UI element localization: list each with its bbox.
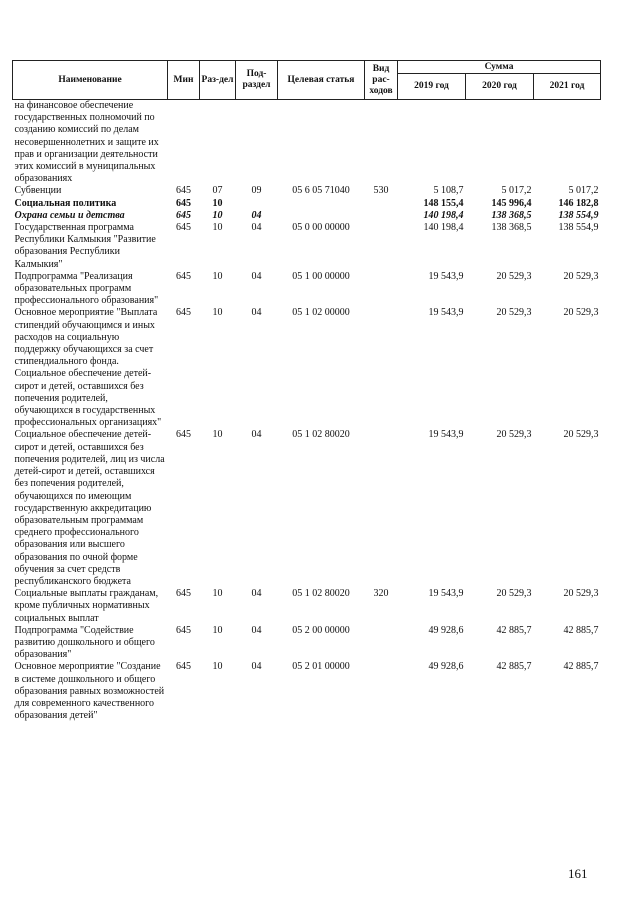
cell-2021: 138 554,9 xyxy=(558,209,599,221)
cell-target: 05 0 00 00000 xyxy=(292,222,350,234)
header-summa: Сумма xyxy=(398,61,601,74)
cell-vid xyxy=(365,429,398,588)
cell-2020: 20 529,3 xyxy=(496,429,532,441)
cell-2020: 145 996,4 xyxy=(491,197,532,209)
table-row xyxy=(13,222,601,271)
cell-target: 05 2 01 00000 xyxy=(292,661,350,673)
cell-2020: 42 885,7 xyxy=(496,661,532,673)
table-body xyxy=(13,100,601,723)
table-row xyxy=(13,625,601,662)
cell-vid xyxy=(365,210,398,222)
cell-2020: 5 017,2 xyxy=(501,185,532,197)
cell-min: 645 xyxy=(176,185,191,197)
cell-podrazdel: 04 xyxy=(251,588,262,600)
table-row xyxy=(13,307,601,429)
header-podrazdel: Под-раздел xyxy=(236,61,278,100)
cell-vid xyxy=(365,625,398,662)
cell-razdel: 07 xyxy=(212,185,223,197)
cell-podrazdel: 04 xyxy=(251,222,262,234)
cell-vid: 320 xyxy=(373,588,389,600)
cell-podrazdel: 04 xyxy=(251,307,262,319)
cell-razdel: 10 xyxy=(212,270,223,282)
cell-min: 645 xyxy=(176,209,191,221)
cell-razdel: 10 xyxy=(212,209,223,221)
cell-vid xyxy=(365,661,398,722)
cell-min: 645 xyxy=(176,307,191,319)
cell-2019: 140 198,4 xyxy=(423,222,464,234)
cell-podrazdel: 04 xyxy=(251,661,262,673)
cell-2021: 5 017,2 xyxy=(568,185,599,197)
cell-razdel: 10 xyxy=(212,661,223,673)
cell-target xyxy=(278,210,365,222)
cell-min: 645 xyxy=(176,197,191,209)
cell-razdel: 10 xyxy=(212,197,223,209)
cell-razdel xyxy=(200,100,236,186)
cell-2019: 49 928,6 xyxy=(428,624,464,636)
cell-name: Основное мероприятие "Выплата стипендий обучающимся и иных расходов на социальную поддержку обучающихся за счет стипендиального фонда. Социальное обеспечение детей-сирот и детей, оставшихся без попечения родителей, обучающихся в государственных профессиональных организациях" xyxy=(14,307,162,429)
cell-vid xyxy=(365,307,398,429)
cell-vid: 530 xyxy=(373,185,389,197)
cell-2021: 20 529,3 xyxy=(563,429,599,441)
cell-target: 05 1 02 00000 xyxy=(292,307,350,319)
cell-2021: 20 529,3 xyxy=(563,307,599,319)
cell-2019: 19 543,9 xyxy=(428,588,464,600)
table-row xyxy=(13,661,601,722)
cell-2020: 20 529,3 xyxy=(496,588,532,600)
cell-podrazdel: 09 xyxy=(251,185,262,197)
cell-target: 05 1 00 00000 xyxy=(292,270,350,282)
cell-podrazdel: 04 xyxy=(251,429,262,441)
cell-podrazdel: 04 xyxy=(251,270,262,282)
cell-target: 05 1 02 80020 xyxy=(292,429,350,441)
cell-2020: 42 885,7 xyxy=(496,624,532,636)
cell-2021: 146 182,8 xyxy=(558,197,599,209)
cell-2019: 5 108,7 xyxy=(433,185,464,197)
table-row xyxy=(13,429,601,588)
cell-razdel: 10 xyxy=(212,429,223,441)
cell-2020 xyxy=(466,100,534,186)
cell-target: 05 2 00 00000 xyxy=(292,624,350,636)
header-2021: 2021 год xyxy=(534,74,601,100)
header-2019: 2019 год xyxy=(398,74,466,100)
cell-target: 05 6 05 71040 xyxy=(292,185,350,197)
cell-2021: 20 529,3 xyxy=(563,270,599,282)
cell-2020: 138 368,5 xyxy=(491,222,532,234)
table-row xyxy=(13,271,601,308)
cell-min: 645 xyxy=(176,222,191,234)
header-2020: 2020 год xyxy=(466,74,534,100)
cell-2019: 148 155,4 xyxy=(423,197,464,209)
cell-2019: 140 198,4 xyxy=(423,209,464,221)
cell-razdel: 10 xyxy=(212,307,223,319)
cell-2021: 42 885,7 xyxy=(563,661,599,673)
cell-razdel: 10 xyxy=(212,222,223,234)
cell-2020: 20 529,3 xyxy=(496,307,532,319)
cell-name: Социальные выплаты гражданам, кроме публичных нормативных социальных выплат xyxy=(14,588,159,624)
cell-razdel: 10 xyxy=(212,624,223,636)
cell-2019: 19 543,9 xyxy=(428,307,464,319)
cell-vid xyxy=(365,100,398,186)
cell-name: Охрана семьи и детства xyxy=(14,209,125,221)
cell-min: 645 xyxy=(176,429,191,441)
cell-2019: 19 543,9 xyxy=(428,429,464,441)
cell-razdel: 10 xyxy=(212,588,223,600)
cell-podrazdel: 04 xyxy=(251,209,262,221)
cell-target: 05 1 02 80020 xyxy=(292,588,350,600)
cell-podrazdel: 04 xyxy=(251,624,262,636)
table-row xyxy=(13,210,601,222)
header-vid: Вид рас-ходов xyxy=(365,61,398,100)
cell-vid xyxy=(365,222,398,271)
cell-2021: 42 885,7 xyxy=(563,624,599,636)
table-row xyxy=(13,185,601,197)
cell-2020: 138 368,5 xyxy=(491,209,532,221)
cell-name: Основное мероприятие "Создание в системе дошкольного и общего образования равных возможностей для современного качественного образования детей" xyxy=(14,661,165,722)
cell-target xyxy=(278,100,365,186)
cell-podrazdel xyxy=(236,100,278,186)
cell-name: Подпрограмма "Содействие развитию дошкольного и общего образования" xyxy=(14,624,155,661)
cell-name: Государственная программа Республики Калмыкия "Развитие образования Республики Калмыкия" xyxy=(14,222,156,270)
cell-min: 645 xyxy=(176,588,191,600)
cell-min: 645 xyxy=(176,270,191,282)
table-row xyxy=(13,588,601,625)
cell-2019: 49 928,6 xyxy=(428,661,464,673)
page-number: 161 xyxy=(568,866,588,881)
cell-target xyxy=(278,198,365,210)
cell-vid xyxy=(365,271,398,308)
header-name: Наименование xyxy=(13,61,168,100)
header-razdel: Раз-дел xyxy=(200,61,236,100)
cell-name: Субвенции xyxy=(14,185,62,197)
cell-2021: 20 529,3 xyxy=(563,588,599,600)
cell-2021 xyxy=(534,100,601,186)
cell-2019 xyxy=(398,100,466,186)
cell-min: 645 xyxy=(176,624,191,636)
cell-min: 645 xyxy=(176,661,191,673)
header-target: Целевая статья xyxy=(278,61,365,100)
header-min: Мин xyxy=(168,61,200,100)
cell-podrazdel xyxy=(236,198,278,210)
cell-vid xyxy=(365,198,398,210)
table-row xyxy=(13,100,601,186)
cell-name: Подпрограмма "Реализация образовательных программ профессионального образования" xyxy=(14,270,159,307)
cell-2020: 20 529,3 xyxy=(496,270,532,282)
cell-2019: 19 543,9 xyxy=(428,270,464,282)
cell-2021: 138 554,9 xyxy=(558,222,599,234)
cell-name: на финансовое обеспечение государственных полномочий по созданию комиссий по делам несовершеннолетних и защите их прав и организации деятельности этих комиссий в муниципальных образованиях xyxy=(14,100,159,185)
cell-name: Социальное обеспечение детей-сирот и детей, оставшихся без попечения родителей, лиц из числа детей-сирот и детей, оставшихся без попечения родителей, обучающихся по имеющим государственную аккредитацию образовательным программам среднего профессионального образования или высшего образования по очной форме обучения за счет средств республиканского бюджета xyxy=(14,429,165,587)
cell-name: Социальная политика xyxy=(14,197,117,209)
cell-min xyxy=(168,100,200,186)
budget-table xyxy=(12,60,601,722)
table-row xyxy=(13,198,601,210)
